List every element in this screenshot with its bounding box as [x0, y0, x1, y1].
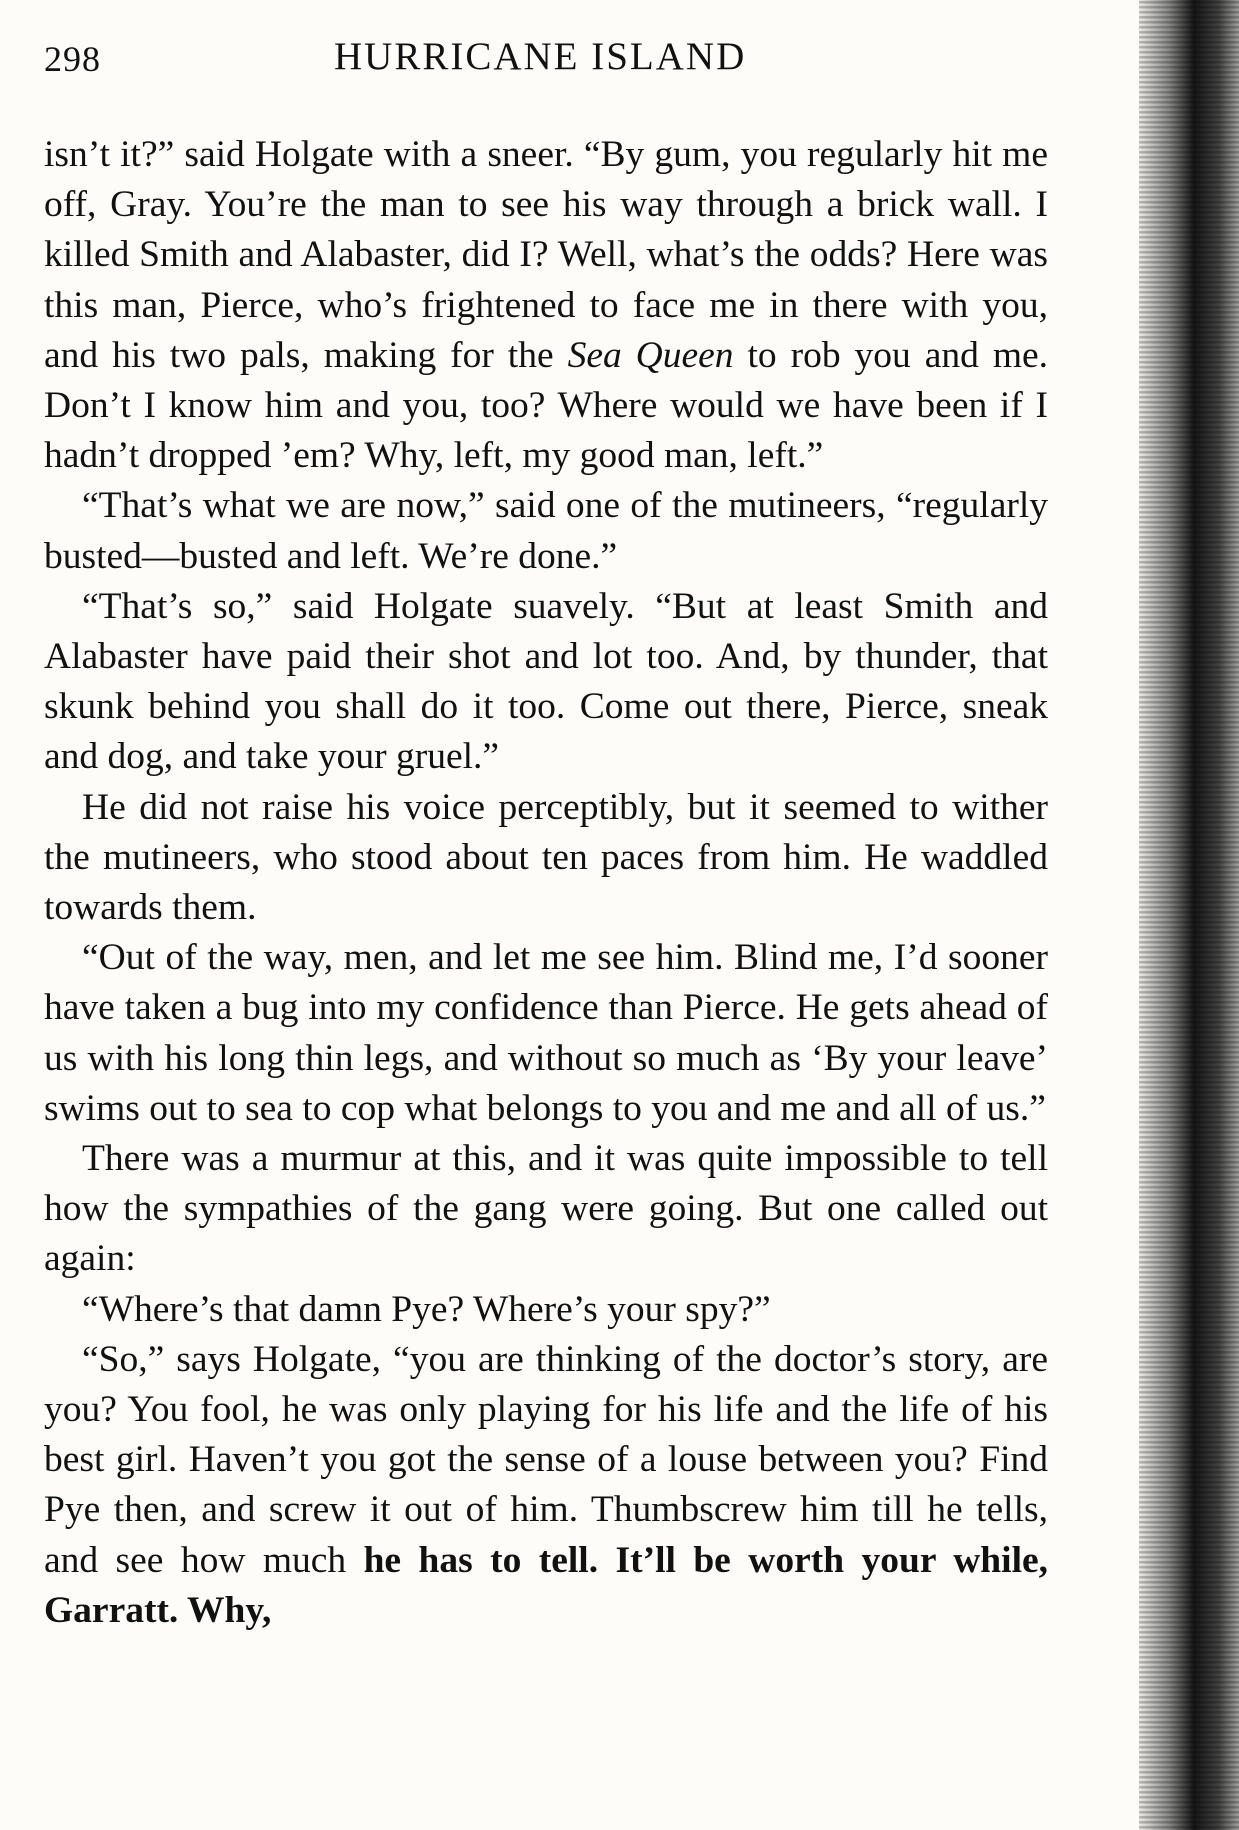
paragraph-3 — [44, 582, 1048, 783]
text-segment: “That’s so,” said Holgate suavely. “But at least Smith and Alabaster have paid their shot and lot too. And, by thunder, that skunk behind you shall do it too. Come out there, Pierce, sneak and dog, and take your gruel.” — [44, 585, 1048, 778]
running-head — [44, 30, 1044, 90]
text-segment: to rob you and me. Don’t I know him and you, too? Where would we have been if I hadn’t dropped ’em? Why, left, my good man, left.” — [44, 334, 1049, 477]
text-segment: “That’s what we are now,” said one of the mutineers, “regularly busted—busted and left. We’re done.” — [44, 485, 1048, 577]
body-text — [44, 130, 1048, 1636]
text-segment: “Where’s that damn Pye? Where’s your spy?” — [82, 1288, 771, 1330]
ship-name-italic: Sea Queen — [567, 334, 734, 376]
text-segment: There was a murmur at this, and it was quite impossible to tell how the sympathies of the gang were going. But one called out again: — [44, 1138, 1048, 1280]
paragraph-6 — [44, 1134, 1048, 1285]
paragraph-2 — [44, 481, 1048, 581]
page-number: 298 — [44, 39, 101, 79]
paragraph-1 — [44, 130, 1048, 481]
bold-text-segment: he has to tell. It’ll be worth your while, Garratt. Why, — [44, 1539, 1049, 1631]
text-segment: “So,” says Holgate, “you are thinking of the doctor’s story, are you? You fool, he was only playing for his life and the life of his best girl. Haven’t you got the sense of a louse between you? Find Pye then, and screw it out of him. Thumbscrew him till he tells, and see how much — [44, 1338, 1048, 1581]
text-segment: isn’t it?” said Holgate with a sneer. “By gum, you regularly hit me off, Gray. You’re the man to see his way through a brick wall. I killed Smith and Alabaster, did I? Well, what’s the odds? Here was this man, Pierce, who’s frightened to face me in there with you, and his two pals, making for the — [44, 134, 1048, 376]
text-segment: “Out of the way, men, and let me see him. Blind me, I’d sooner have taken a bug into my confidence than Pierce. He gets ahead of us with his long thin legs, and without so much as ‘By your leave’ swims out to sea to cop what belongs to you and me and all of us.” — [44, 937, 1048, 1129]
binding-gutter-shadow — [1139, 0, 1239, 1830]
running-title: HURRICANE ISLAND — [334, 35, 747, 78]
text-segment: He did not raise his voice perceptibly, but it seemed to wither the mutineers, who stood about ten paces from him. He waddled towards them. — [44, 786, 1048, 929]
paragraph-7 — [44, 1285, 1048, 1335]
paragraph-5 — [44, 933, 1048, 1134]
paragraph-8 — [44, 1335, 1048, 1636]
paragraph-4 — [44, 783, 1048, 934]
